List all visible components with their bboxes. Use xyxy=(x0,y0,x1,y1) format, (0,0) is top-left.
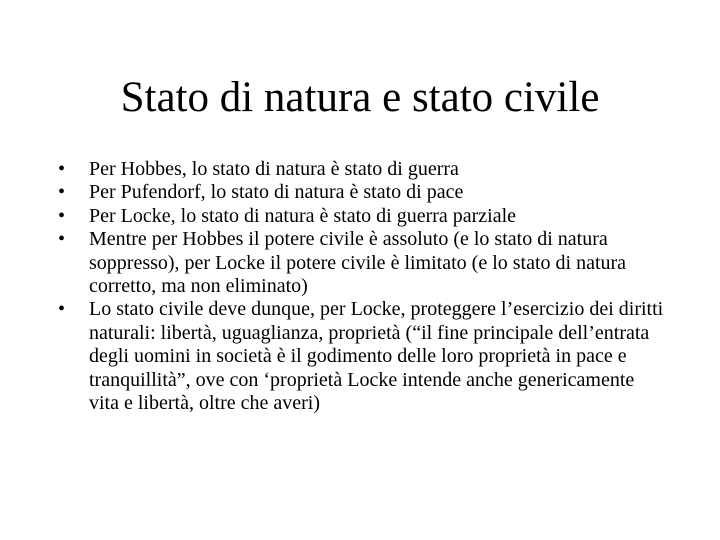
bullet-dot-icon: • xyxy=(58,181,66,204)
bullet-text: Per Locke, lo stato di natura è stato di guerra parziale xyxy=(89,204,517,227)
bullet-list xyxy=(58,158,668,415)
bullet-dot-icon: • xyxy=(58,298,66,321)
bullet-item xyxy=(58,158,668,181)
bullet-item xyxy=(58,181,668,204)
bullet-dot-icon: • xyxy=(58,204,66,227)
bullet-item xyxy=(58,298,668,415)
bullet-text: Per Hobbes, lo stato di natura è stato di guerra xyxy=(89,158,459,180)
bullet-dot-icon: • xyxy=(58,228,66,251)
slide-title: Stato di natura e stato civile xyxy=(120,74,600,121)
bullet-text: Mentre per Hobbes il potere civile è assoluto (e lo stato di natura soppresso), per Locke il potere civile è limitato (e lo stato di natura corretto, ma non eliminato) xyxy=(89,228,627,298)
bullet-item xyxy=(58,228,668,298)
bullet-dot-icon: • xyxy=(58,158,66,180)
bullet-text: Per Pufendorf, lo stato di natura è stato di pace xyxy=(89,181,464,204)
bullet-item xyxy=(58,205,668,228)
bullet-text: Lo stato civile deve dunque, per Locke, proteggere l’esercizio dei diritti naturali: libertà, uguaglianza, proprietà (“il fine principale dell’entrata degli uomini in società è il godimento delle loro proprietà in pace e tranquillità”, ove con ‘proprietà Locke intende anche genericamente vita e libertà, oltre che averi) xyxy=(89,298,664,415)
